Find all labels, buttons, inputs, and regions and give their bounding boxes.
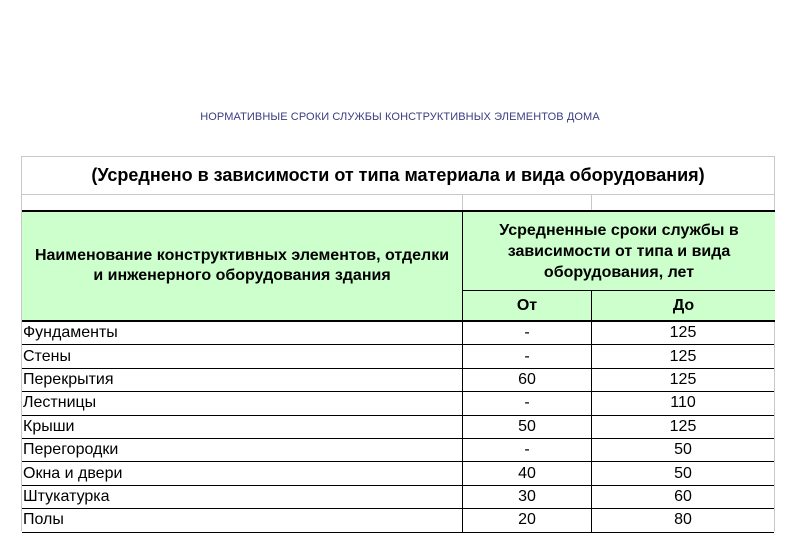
to-years-cell: 80 <box>591 509 774 531</box>
to-years-cell: 125 <box>591 369 774 391</box>
table-body <box>22 322 774 533</box>
table-row <box>22 345 774 368</box>
from-years-cell: 20 <box>462 509 592 531</box>
from-years-cell: 60 <box>462 369 592 391</box>
element-name-cell: Окна и двери <box>22 462 463 484</box>
from-years-cell: - <box>462 439 592 461</box>
table-row <box>22 416 774 439</box>
to-years-cell: 125 <box>591 345 774 367</box>
from-years-cell: 50 <box>462 416 592 438</box>
to-years-cell: 125 <box>591 322 774 344</box>
to-years-cell: 60 <box>591 486 774 508</box>
element-name-cell: Штукатурка <box>22 486 463 508</box>
element-name-cell: Крыши <box>22 416 463 438</box>
grid-line <box>591 195 592 210</box>
grid-line <box>462 195 463 210</box>
table-row <box>22 392 774 415</box>
table-row <box>22 509 774 532</box>
column-header-to: До <box>591 290 775 322</box>
element-name-cell: Лестницы <box>22 392 463 414</box>
to-years-cell: 110 <box>591 392 774 414</box>
spreadsheet-table <box>21 156 775 531</box>
element-name-cell: Стены <box>22 345 463 367</box>
table-subtitle: (Усреднено в зависимости от типа материала и вида оборудования) <box>22 157 774 195</box>
from-years-cell: - <box>462 345 592 367</box>
to-years-cell: 125 <box>591 416 774 438</box>
from-years-cell: 40 <box>462 462 592 484</box>
table-row <box>22 486 774 509</box>
to-years-cell: 50 <box>591 462 774 484</box>
element-name-cell: Полы <box>22 509 463 531</box>
page-title: НОРМАТИВНЫЕ СРОКИ СЛУЖБЫ КОНСТРУКТИВНЫХ ЭЛЕМЕНТОВ ДОМА <box>200 111 600 123</box>
element-name-cell: Фундаменты <box>22 322 463 344</box>
element-name-cell: Перекрытия <box>22 369 463 391</box>
from-years-cell: - <box>462 392 592 414</box>
from-years-cell: 30 <box>462 486 592 508</box>
table-row <box>22 439 774 462</box>
element-name-cell: Перегородки <box>22 439 463 461</box>
column-header-service-life: Усредненные сроки службы в зависимости от типа и вида оборудования, лет <box>462 210 775 291</box>
to-years-cell: 50 <box>591 439 774 461</box>
table-row <box>22 322 774 345</box>
from-years-cell: - <box>462 322 592 344</box>
empty-row <box>22 195 774 211</box>
table-row <box>22 369 774 392</box>
column-header-name: Наименование конструктивных элементов, отделки и инженерного оборудования здания <box>22 210 463 322</box>
column-header-from: От <box>462 290 592 322</box>
table-row <box>22 462 774 485</box>
